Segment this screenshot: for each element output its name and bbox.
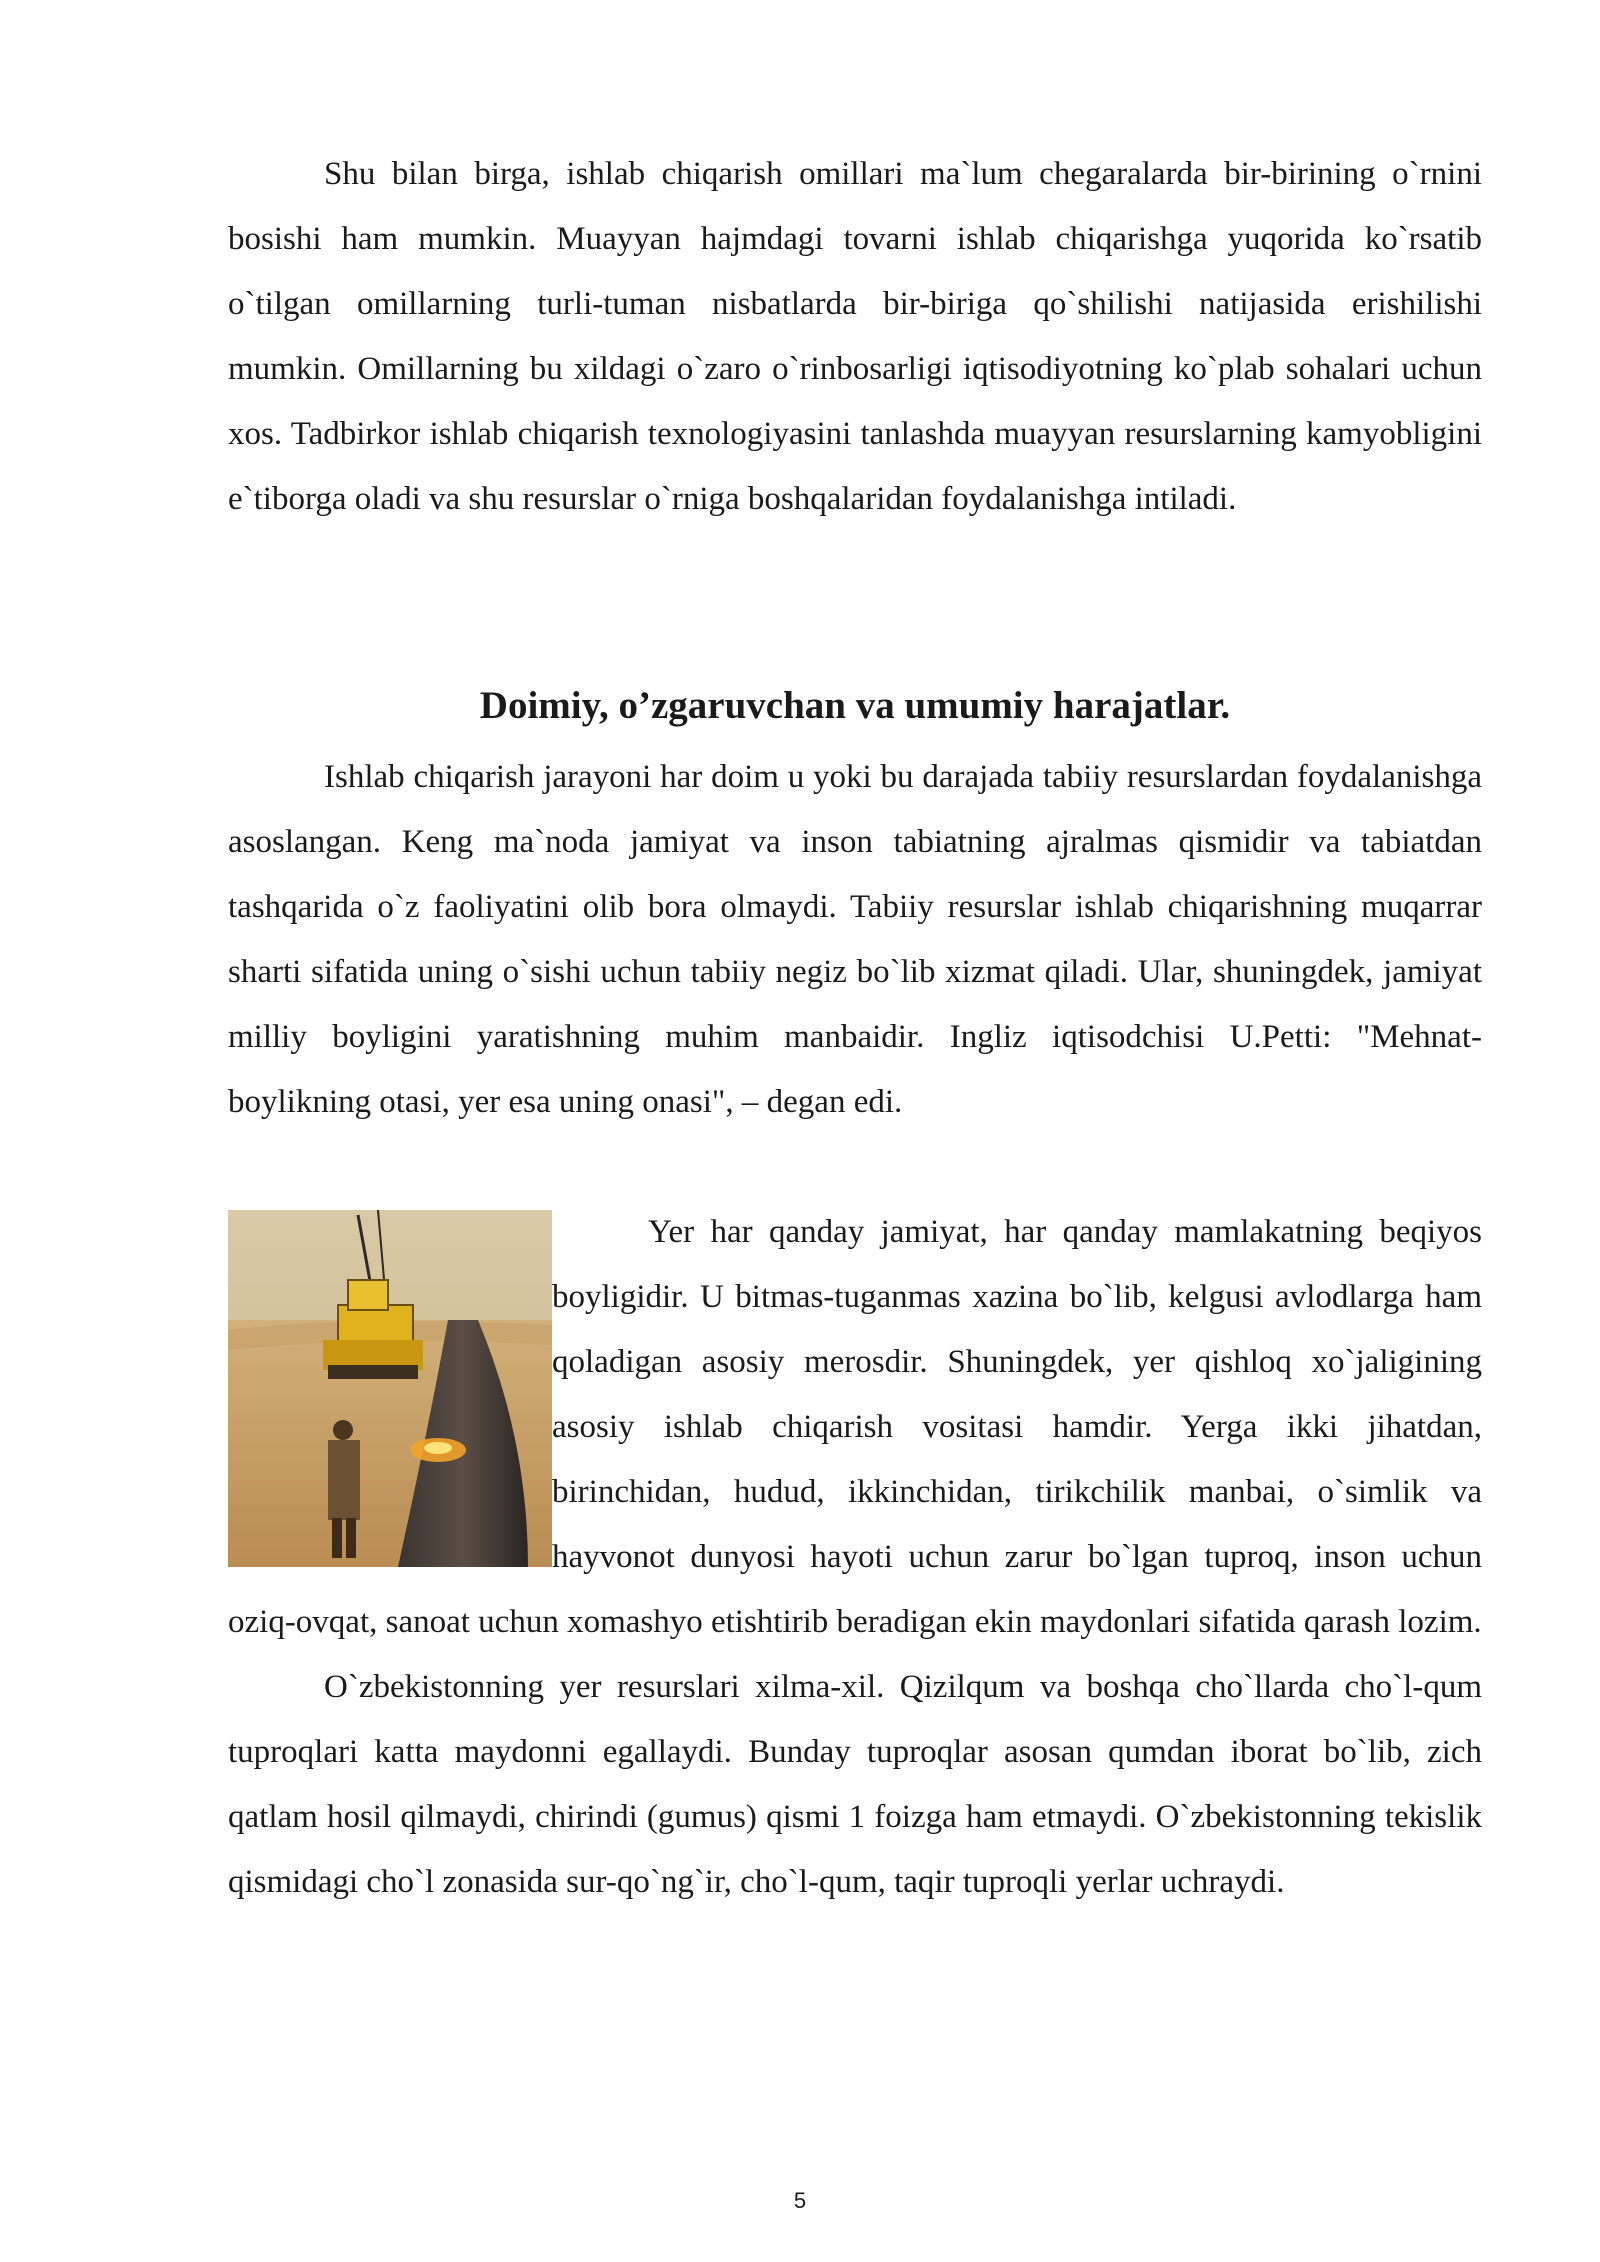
pipeline-photo: [228, 1210, 552, 1567]
land-section: [228, 1200, 1482, 1915]
pipeline-construction-image: [228, 1210, 552, 1567]
paragraph-factors-substitution: [228, 142, 1482, 532]
section-heading: Doimiy, o’zgaruvchan va umumiy harajatlar.: [479, 684, 1231, 727]
paragraph-1-text: Shu bilan birga, ishlab chiqarish omillari ma`lum chegaralarda bir-birining o`rnini bosishi ham mumkin. Muayyan hajmdagi tovarni ishlab chiqarishga yuqorida ko`rsatib o`tilgan omillarning turli-tuman nisbatlarda bir-biriga qo`shilishi natijasida erishilishi mumkin. Omillarning bu xildagi o`zaro o`rinbosarligi iqtisodiyotning ko`plab sohalari uchun xos. Tadbirkor ishlab chiqarish texnologiyasini tanlashda muayyan resurslarning kamyobligini e`tiborga oladi va shu resurslar o`rniga boshqalaridan foydalanishga intiladi.: [228, 156, 1482, 517]
paragraph-2-text: Ishlab chiqarish jarayoni har doim u yoki bu darajada tabiiy resurslardan foydalanishga asoslangan. Keng ma`noda jamiyat va inson tabiatning ajralmas qismidir va tabiatdan tashqarida o`z faoliyatini olib bora olmaydi. Tabiiy resurslar ishlab chiqarishning muqarrar sharti sifatida uning o`sishi uchun tabiiy negiz bo`lib xizmat qiladi. Ular, shuningdek, jamiyat milliy boyligini yaratishning muhim manbaidir. Ingliz iqtisodchisi U.Petti: "Mehnat-boylikning otasi, yer esa uning onasi", – degan edi.: [228, 759, 1482, 1120]
paragraph-natural-resources: [228, 745, 1482, 1135]
page-number: 5: [793, 2188, 807, 2213]
paragraph-3-text: Yer har qanday jamiyat, har qanday mamlakatning beqiyos boyligidir. U bitmas-tuganmas xazina bo`lib, kelgusi avlodlarga ham qoladigan asosiy merosdir. Shuningdek, yer qishloq xo`jaligining asosiy ishlab chiqarish vositasi hamdir. Yerga ikki jihatdan, birinchidan, hudud, ikkinchidan, tirikchilik manbai, o`simlik va hayvonot dunyosi hayoti uchun zarur bo`lgan tuproq, inson uchun oziq-ovqat, sanoat uchun xomashyo etishtirib beradigan ekin maydonlari sifatida qarash lozim.: [228, 1214, 1482, 1640]
paragraph-4-text: O`zbekistonning yer resurslari xilma-xil. Qizilqum va boshqa cho`llarda cho`l-qum tuproqlari katta maydonni egallaydi. Bunday tuproqlar asosan qumdan iborat bo`lib, zich qatlam hosil qilmaydi, chirindi (gumus) qismi 1 foizga ham etmaydi. O`zbekistonning tekislik qismidagi cho`l zonasida sur-qo`ng`ir, cho`l-qum, taqir tuproqli yerlar uchraydi.: [228, 1669, 1482, 1900]
